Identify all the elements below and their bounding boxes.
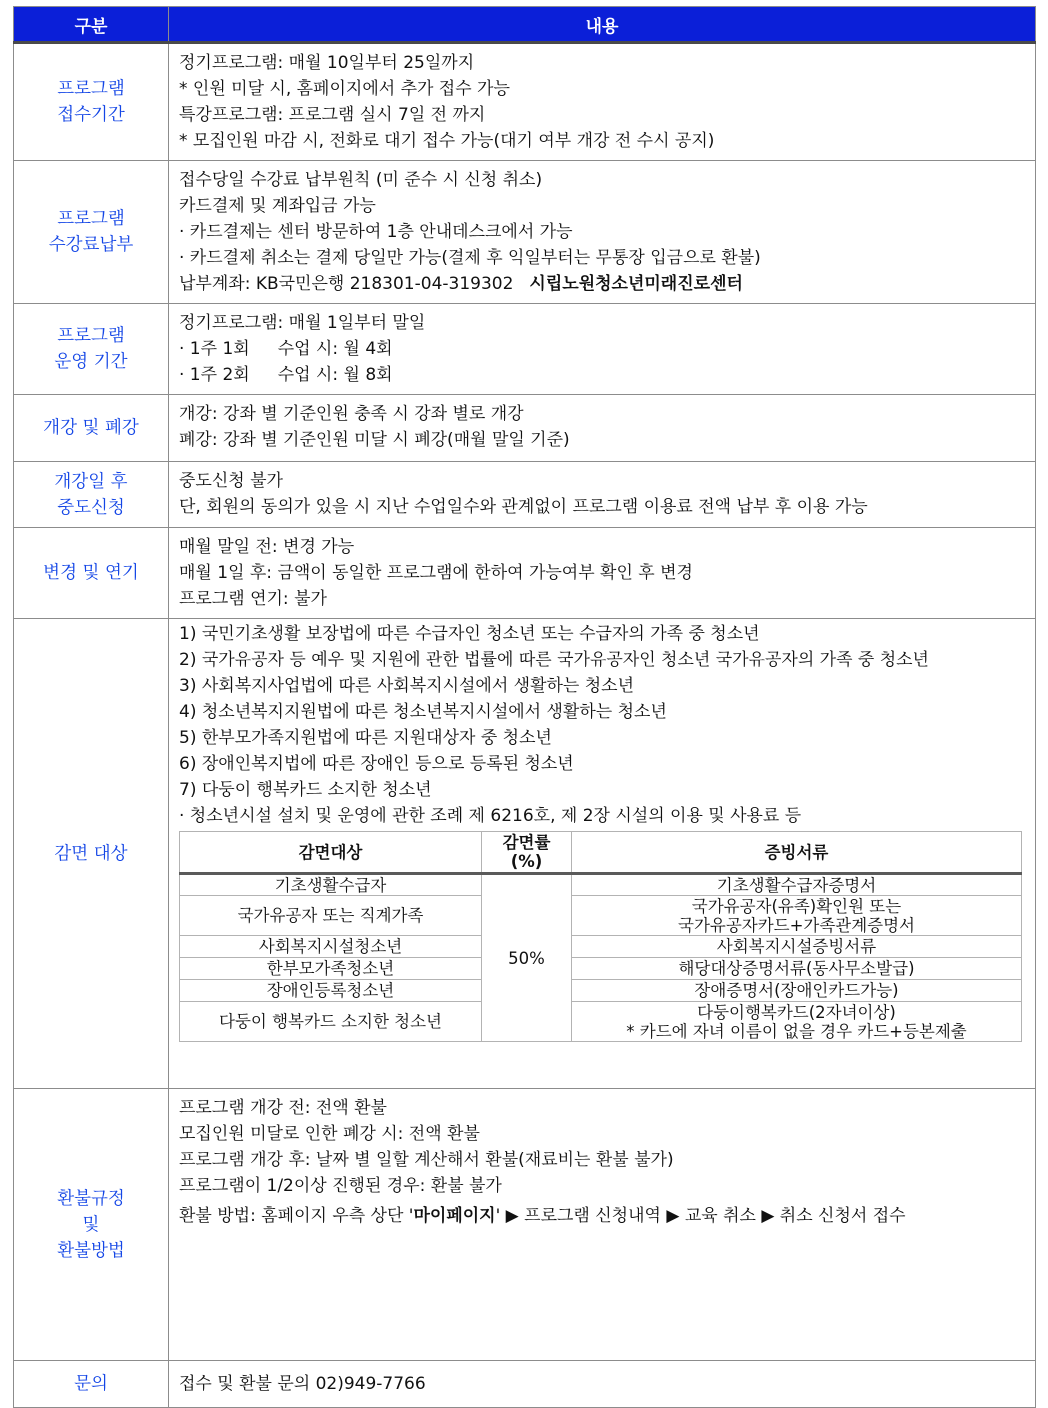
label-line: 및 bbox=[82, 1214, 100, 1235]
content-line: 매월 말일 전: 변경 가능 bbox=[179, 537, 355, 557]
discount-docs-cell bbox=[572, 896, 1022, 936]
session-count: 수업 시: 월 8회 bbox=[277, 365, 393, 385]
content-line: 접수 및 환불 문의 02)949-7766 bbox=[179, 1374, 426, 1394]
discount-header-row bbox=[180, 832, 1022, 874]
row-registration-period bbox=[14, 43, 1036, 161]
account-number: 납부계좌: KB국민은행 218301-04-319302 bbox=[179, 274, 514, 294]
content-line: 매월 1일 후: 금액이 동일한 프로그램에 한하여 가능여부 확인 후 변경 bbox=[179, 563, 693, 583]
discount-target-cell: 사회복지시설청소년 bbox=[180, 936, 482, 958]
session-frequency: · 1주 1회 bbox=[179, 339, 250, 359]
content-line: 7) 다둥이 행복카드 소지한 청소년 bbox=[179, 780, 432, 800]
row-label bbox=[14, 528, 169, 619]
docs-line: * 카드에 자녀 이름이 없을 경우 카드+등본제출 bbox=[626, 1021, 967, 1041]
rate-header-line: (%) bbox=[510, 852, 543, 871]
label-line: 변경 및 연기 bbox=[43, 563, 139, 583]
discount-table bbox=[179, 831, 1022, 1042]
content-line: 2) 국가유공자 등 예우 및 지원에 관한 법률에 따른 국가유공자인 청소년 국가유공자의 가족 중 청소년 bbox=[179, 650, 929, 670]
label-line: 프로그램 bbox=[57, 79, 125, 99]
session-line bbox=[179, 362, 1025, 388]
discount-docs-cell bbox=[572, 958, 1022, 980]
table-row bbox=[180, 1002, 1022, 1042]
docs-line: 사회복지시설증빙서류 bbox=[716, 937, 877, 956]
label-line: 운영 기간 bbox=[54, 352, 128, 372]
discount-target-cell: 다둥이 행복카드 소지한 청소년 bbox=[180, 1002, 482, 1042]
docs-line: 해당대상증명서류(동사무소발급) bbox=[678, 959, 915, 978]
table-header-row bbox=[14, 7, 1036, 43]
discount-docs-cell bbox=[572, 980, 1022, 1002]
table-row bbox=[180, 896, 1022, 936]
content-line: 특강프로그램: 프로그램 실시 7일 전 까지 bbox=[179, 105, 486, 125]
table-row bbox=[180, 980, 1022, 1002]
label-line: 개강 및 폐강 bbox=[43, 418, 139, 438]
row-label bbox=[14, 395, 169, 462]
docs-line: 장애증명서(장애인카드가능) bbox=[694, 981, 899, 1000]
docs-line: 다둥이행복카드(2자녀이상) bbox=[697, 1002, 896, 1022]
content-line: 프로그램 개강 후: 날짜 별 일할 계산해서 환불(재료비는 환불 불가) bbox=[179, 1150, 674, 1170]
row-label bbox=[14, 619, 169, 1089]
row-inquiry bbox=[14, 1361, 1036, 1408]
mypage-link[interactable]: 마이페이지 bbox=[413, 1206, 496, 1226]
refund-method-steps: ' ▶ 프로그램 신청내역 ▶ 교육 취소 ▶ 취소 신청서 접수 bbox=[495, 1206, 906, 1226]
row-change-postpone bbox=[14, 528, 1036, 619]
discount-target-cell: 기초생활수급자 bbox=[180, 874, 482, 896]
content-line: 프로그램 개강 전: 전액 환불 bbox=[179, 1098, 387, 1118]
row-label bbox=[14, 161, 169, 304]
row-content bbox=[169, 395, 1036, 462]
docs-line: 국가유공자(유족)확인원 또는 bbox=[691, 896, 902, 916]
discount-target-cell: 한부모가족청소년 bbox=[180, 958, 482, 980]
table-row bbox=[180, 874, 1022, 896]
rate-header-line: 감면률 bbox=[502, 833, 551, 852]
row-label bbox=[14, 1361, 169, 1408]
row-content bbox=[169, 43, 1036, 161]
table-row bbox=[180, 936, 1022, 958]
row-content bbox=[169, 528, 1036, 619]
row-content bbox=[169, 304, 1036, 395]
discount-header-docs: 증빙서류 bbox=[572, 832, 1022, 874]
row-content bbox=[169, 1361, 1036, 1408]
refund-method-text: 환불 방법: 홈페이지 우측 상단 ' bbox=[179, 1206, 414, 1226]
table-row bbox=[180, 958, 1022, 980]
content-line: * 인원 미달 시, 홈페이지에서 추가 접수 가능 bbox=[179, 79, 510, 99]
content-line: 단, 회원의 동의가 있을 시 지난 수업일수와 관계없이 프로그램 이용료 전액 납부 후 이용 가능 bbox=[179, 497, 868, 517]
session-line bbox=[179, 336, 1025, 362]
row-refund-policy bbox=[14, 1089, 1036, 1361]
label-line: 접수기간 bbox=[57, 105, 125, 125]
docs-line: 기초생활수급자증명서 bbox=[716, 875, 877, 895]
discount-docs-cell bbox=[572, 936, 1022, 958]
content-line: · 청소년시설 설치 및 운영에 관한 조례 제 6216호, 제 2장 시설의 이용 및 사용료 등 bbox=[179, 806, 802, 826]
label-line: 프로그램 bbox=[57, 209, 125, 229]
content-line: 프로그램이 1/2이상 진행된 경우: 환불 불가 bbox=[179, 1176, 502, 1196]
content-line: · 카드결제는 센터 방문하여 1층 안내데스크에서 가능 bbox=[179, 222, 573, 242]
discount-target-cell: 국가유공자 또는 직계가족 bbox=[180, 896, 482, 936]
row-open-close bbox=[14, 395, 1036, 462]
discount-docs-cell bbox=[572, 874, 1022, 896]
content-line: 4) 청소년복지지원법에 따른 청소년복지시설에서 생활하는 청소년 bbox=[179, 702, 667, 722]
label-line: 문의 bbox=[74, 1374, 108, 1394]
label-line: 환불방법 bbox=[57, 1240, 125, 1261]
row-content bbox=[169, 462, 1036, 528]
content-line: 5) 한부모가족지원법에 따른 지원대상자 중 청소년 bbox=[179, 728, 552, 748]
row-fee-payment bbox=[14, 161, 1036, 304]
program-info-table bbox=[13, 6, 1036, 1408]
header-category: 구분 bbox=[14, 7, 169, 43]
session-count: 수업 시: 월 4회 bbox=[277, 339, 393, 359]
label-line: 개강일 후 bbox=[54, 471, 128, 492]
docs-line: 국가유공자카드+가족관계증명서 bbox=[678, 915, 915, 935]
row-label bbox=[14, 43, 169, 161]
content-line: · 카드결제 취소는 결제 당일만 가능(결제 후 익일부터는 무통장 입금으로 환불) bbox=[179, 248, 761, 268]
content-line: 접수당일 수강료 납부원칙 (미 준수 시 신청 취소) bbox=[179, 170, 543, 190]
discount-target-cell: 장애인등록청소년 bbox=[180, 980, 482, 1002]
header-content: 내용 bbox=[169, 7, 1036, 43]
session-frequency: · 1주 2회 bbox=[179, 365, 250, 385]
content-line: 3) 사회복지사업법에 따른 사회복지시설에서 생활하는 청소년 bbox=[179, 676, 635, 696]
label-line: 환불규정 bbox=[57, 1188, 125, 1209]
content-line: 개강: 강좌 별 기준인원 충족 시 강좌 별로 개강 bbox=[179, 404, 524, 424]
content-line: 1) 국민기초생활 보장법에 따른 수급자인 청소년 또는 수급자의 가족 중 청소년 bbox=[179, 624, 760, 644]
row-label bbox=[14, 1089, 169, 1361]
content-line: * 모집인원 마감 시, 전화로 대기 접수 가능(대기 여부 개강 전 수시 공지) bbox=[179, 131, 715, 151]
discount-header-rate bbox=[482, 832, 572, 874]
row-operation-period bbox=[14, 304, 1036, 395]
account-holder: 시립노원청소년미래진로센터 bbox=[529, 274, 743, 294]
refund-method-line bbox=[179, 1203, 1025, 1229]
content-line: 카드결제 및 계좌입금 가능 bbox=[179, 196, 376, 216]
content-line: 중도신청 불가 bbox=[179, 471, 283, 491]
row-discount-target bbox=[14, 619, 1036, 1089]
account-line bbox=[179, 271, 1025, 297]
row-content bbox=[169, 161, 1036, 304]
content-line: 프로그램 연기: 불가 bbox=[179, 589, 327, 609]
row-content bbox=[169, 619, 1036, 1089]
row-content bbox=[169, 1089, 1036, 1361]
row-midterm-apply bbox=[14, 462, 1036, 528]
label-line: 중도신청 bbox=[57, 497, 125, 518]
content-line: 폐강: 강좌 별 기준인원 미달 시 폐강(매월 말일 기준) bbox=[179, 430, 570, 450]
content-line: 정기프로그램: 매월 10일부터 25일까지 bbox=[179, 53, 475, 73]
discount-docs-cell bbox=[572, 1002, 1022, 1042]
row-label bbox=[14, 304, 169, 395]
content-line: 정기프로그램: 매월 1일부터 말일 bbox=[179, 313, 426, 333]
label-line: 프로그램 bbox=[57, 326, 125, 346]
label-line: 감면 대상 bbox=[54, 843, 128, 864]
discount-header-target: 감면대상 bbox=[180, 832, 482, 874]
content-line: 모집인원 미달로 인한 폐강 시: 전액 환불 bbox=[179, 1124, 480, 1144]
discount-rate-cell: 50% bbox=[482, 874, 572, 1042]
label-line: 수강료납부 bbox=[48, 235, 134, 255]
row-label bbox=[14, 462, 169, 528]
content-line: 6) 장애인복지법에 따른 장애인 등으로 등록된 청소년 bbox=[179, 754, 574, 774]
